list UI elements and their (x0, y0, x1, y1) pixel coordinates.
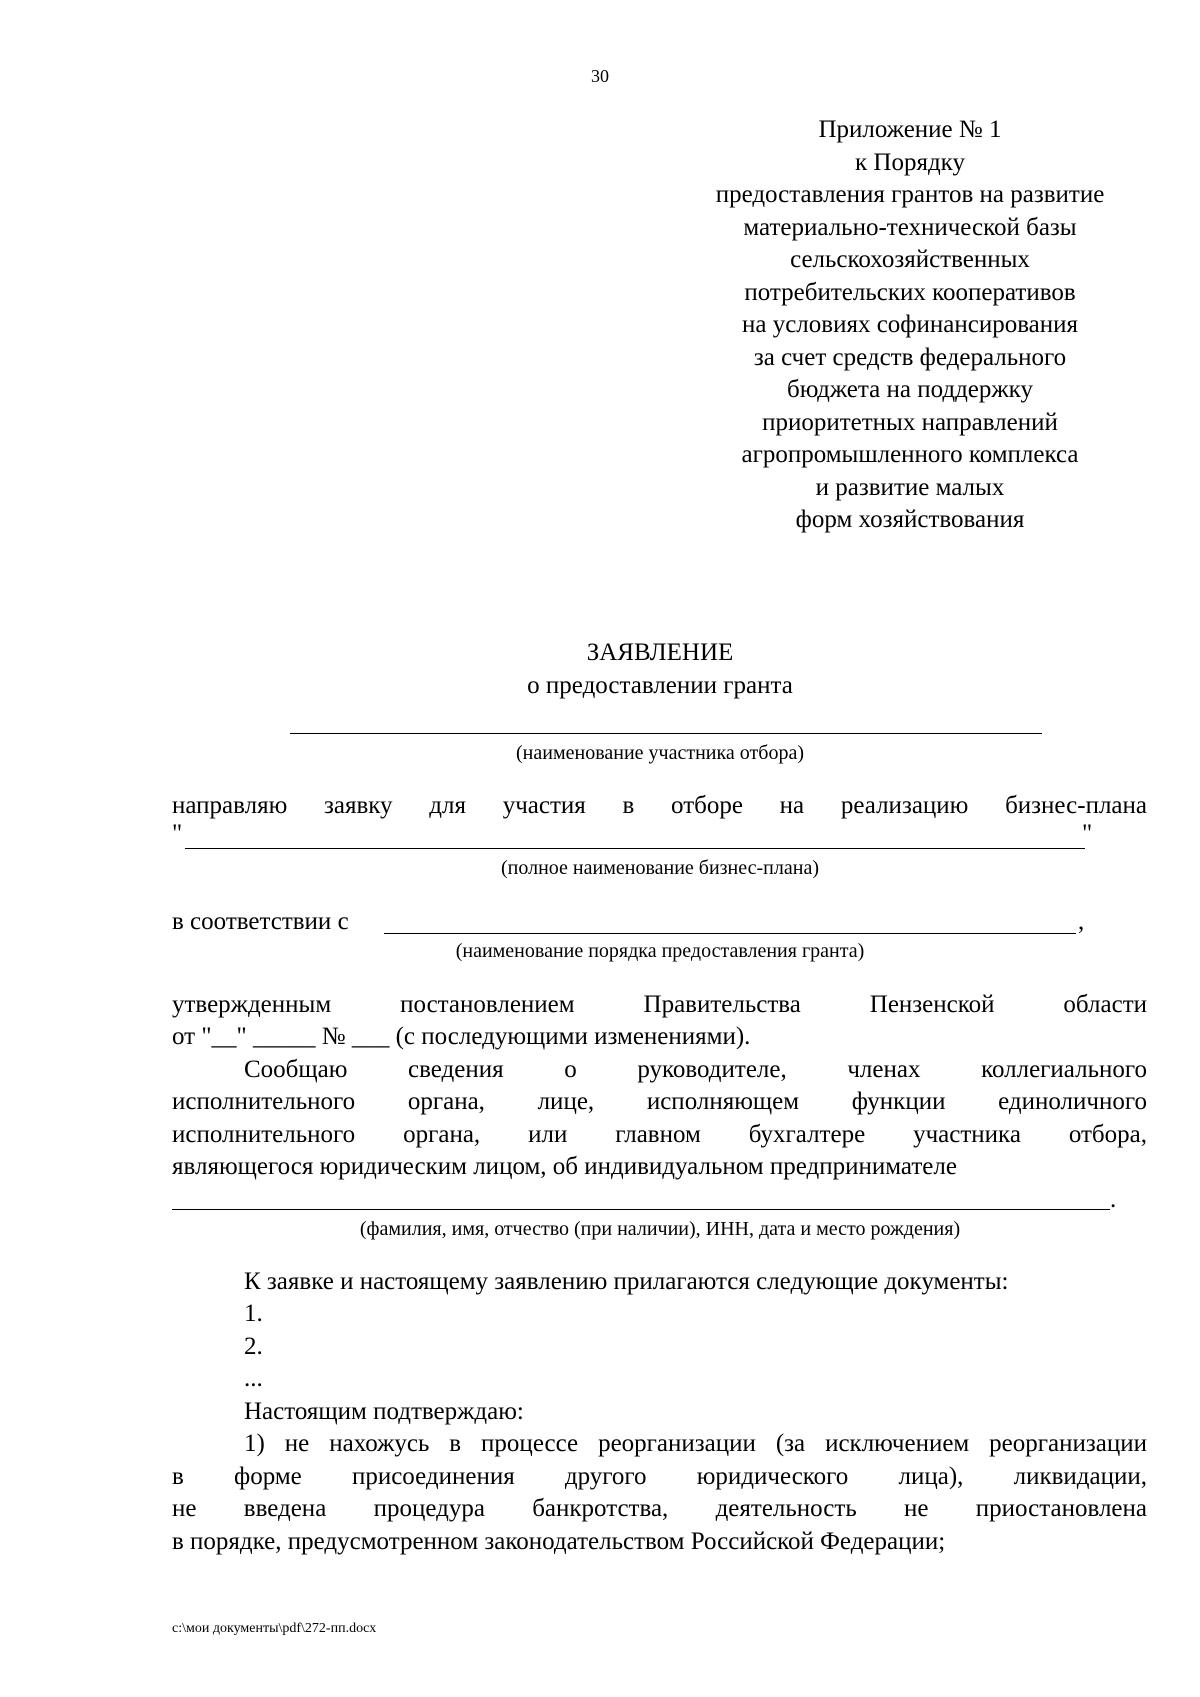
appendix-line: к Порядку (855, 148, 965, 176)
date-line: от "__" _____ № ___ (с последующими изменениями). (172, 1023, 751, 1050)
info-suffix: . (1110, 1186, 1117, 1213)
attachment-item: 1. (244, 1300, 263, 1327)
appendix-line: приоритетных направлений (762, 408, 1058, 436)
request-line: направляю заявку для участия в отборе на реализацию бизнес-плана (172, 792, 1147, 819)
appendix-line: материально-технической базы (743, 213, 1077, 241)
business-plan-line (185, 848, 1085, 849)
person-caption: (фамилия, имя, отчество (при наличии), ИНН, дата и место рождения) (359, 1218, 961, 1240)
appendix-line: агропромышленного комплекса (741, 441, 1079, 468)
appendix-line: сельскохозяйственных (790, 246, 1030, 273)
statement-title: ЗАЯВЛЕНИЕ (586, 639, 734, 666)
accordance-suffix: , (1078, 908, 1085, 935)
page-number: 30 (591, 66, 609, 86)
info-paragraph-line3: исполнительного органа, или главном бухгалтере участника отбора, (172, 1121, 1147, 1148)
confirm-item1-line3: не введена процедура банкротства, деятельность не приостановлена (172, 1495, 1147, 1522)
appendix-line: на условиях софинансирования (741, 311, 1079, 338)
participant-name-line (290, 733, 1042, 734)
participant-caption: (наименование участника отбора) (516, 742, 804, 764)
footer-file-path: c:\мои документы\pdf\272-пп.docx (172, 1621, 377, 1636)
info-paragraph-line1: Сообщаю сведения о руководителе, членах коллегиального (244, 1056, 1147, 1083)
info-paragraph-line2: исполнительного органа, лице, исполняющем функции единоличного (172, 1088, 1147, 1115)
appendix-line: потребительских кооперативов (744, 278, 1076, 306)
procedure-line (384, 933, 1076, 934)
accordance-prefix: в соответствии с (172, 908, 349, 935)
confirm-item1-line2: в форме присоединения другого юридического лица), ликвидации, (172, 1463, 1147, 1490)
appendix-header (660, 114, 1160, 537)
appendix-line: бюджета на поддержку (787, 376, 1033, 403)
statement-subtitle: о предоставлении гранта (527, 672, 793, 699)
appendix-line: за счет средств федерального (753, 343, 1067, 371)
attachment-item: 2. (244, 1333, 263, 1360)
appendix-line: Приложение № 1 (818, 116, 1002, 143)
quote-open: " (172, 820, 183, 847)
appendix-line: форм хозяйствования (795, 506, 1025, 533)
attachment-item: ... (244, 1365, 263, 1392)
info-paragraph-line4: являющегося юридическим лицом, об индивидуальном предпринимателе (172, 1153, 957, 1180)
attachments-intro: К заявке и настоящему заявлению прилагаются следующие документы: (244, 1268, 1009, 1295)
appendix-line: и развитие малых (815, 473, 1005, 501)
procedure-caption: (наименование порядка предоставления гранта) (455, 940, 865, 962)
quote-close: " (1082, 820, 1093, 847)
person-line (172, 1209, 1110, 1210)
confirm-item1-line4: в порядке, предусмотренном законодательством Российской Федерации; (172, 1528, 946, 1555)
approved-line: утвержденным постановлением Правительства Пензенской области (172, 991, 1147, 1018)
appendix-line: предоставления грантов на развитие (715, 181, 1105, 208)
confirm-intro: Настоящим подтверждаю: (244, 1398, 524, 1425)
confirm-item1-line1: 1) не нахожусь в процессе реорганизации (за исключением реорганизации (244, 1430, 1147, 1457)
business-plan-caption: (полное наименование бизнес-плана) (501, 857, 819, 879)
